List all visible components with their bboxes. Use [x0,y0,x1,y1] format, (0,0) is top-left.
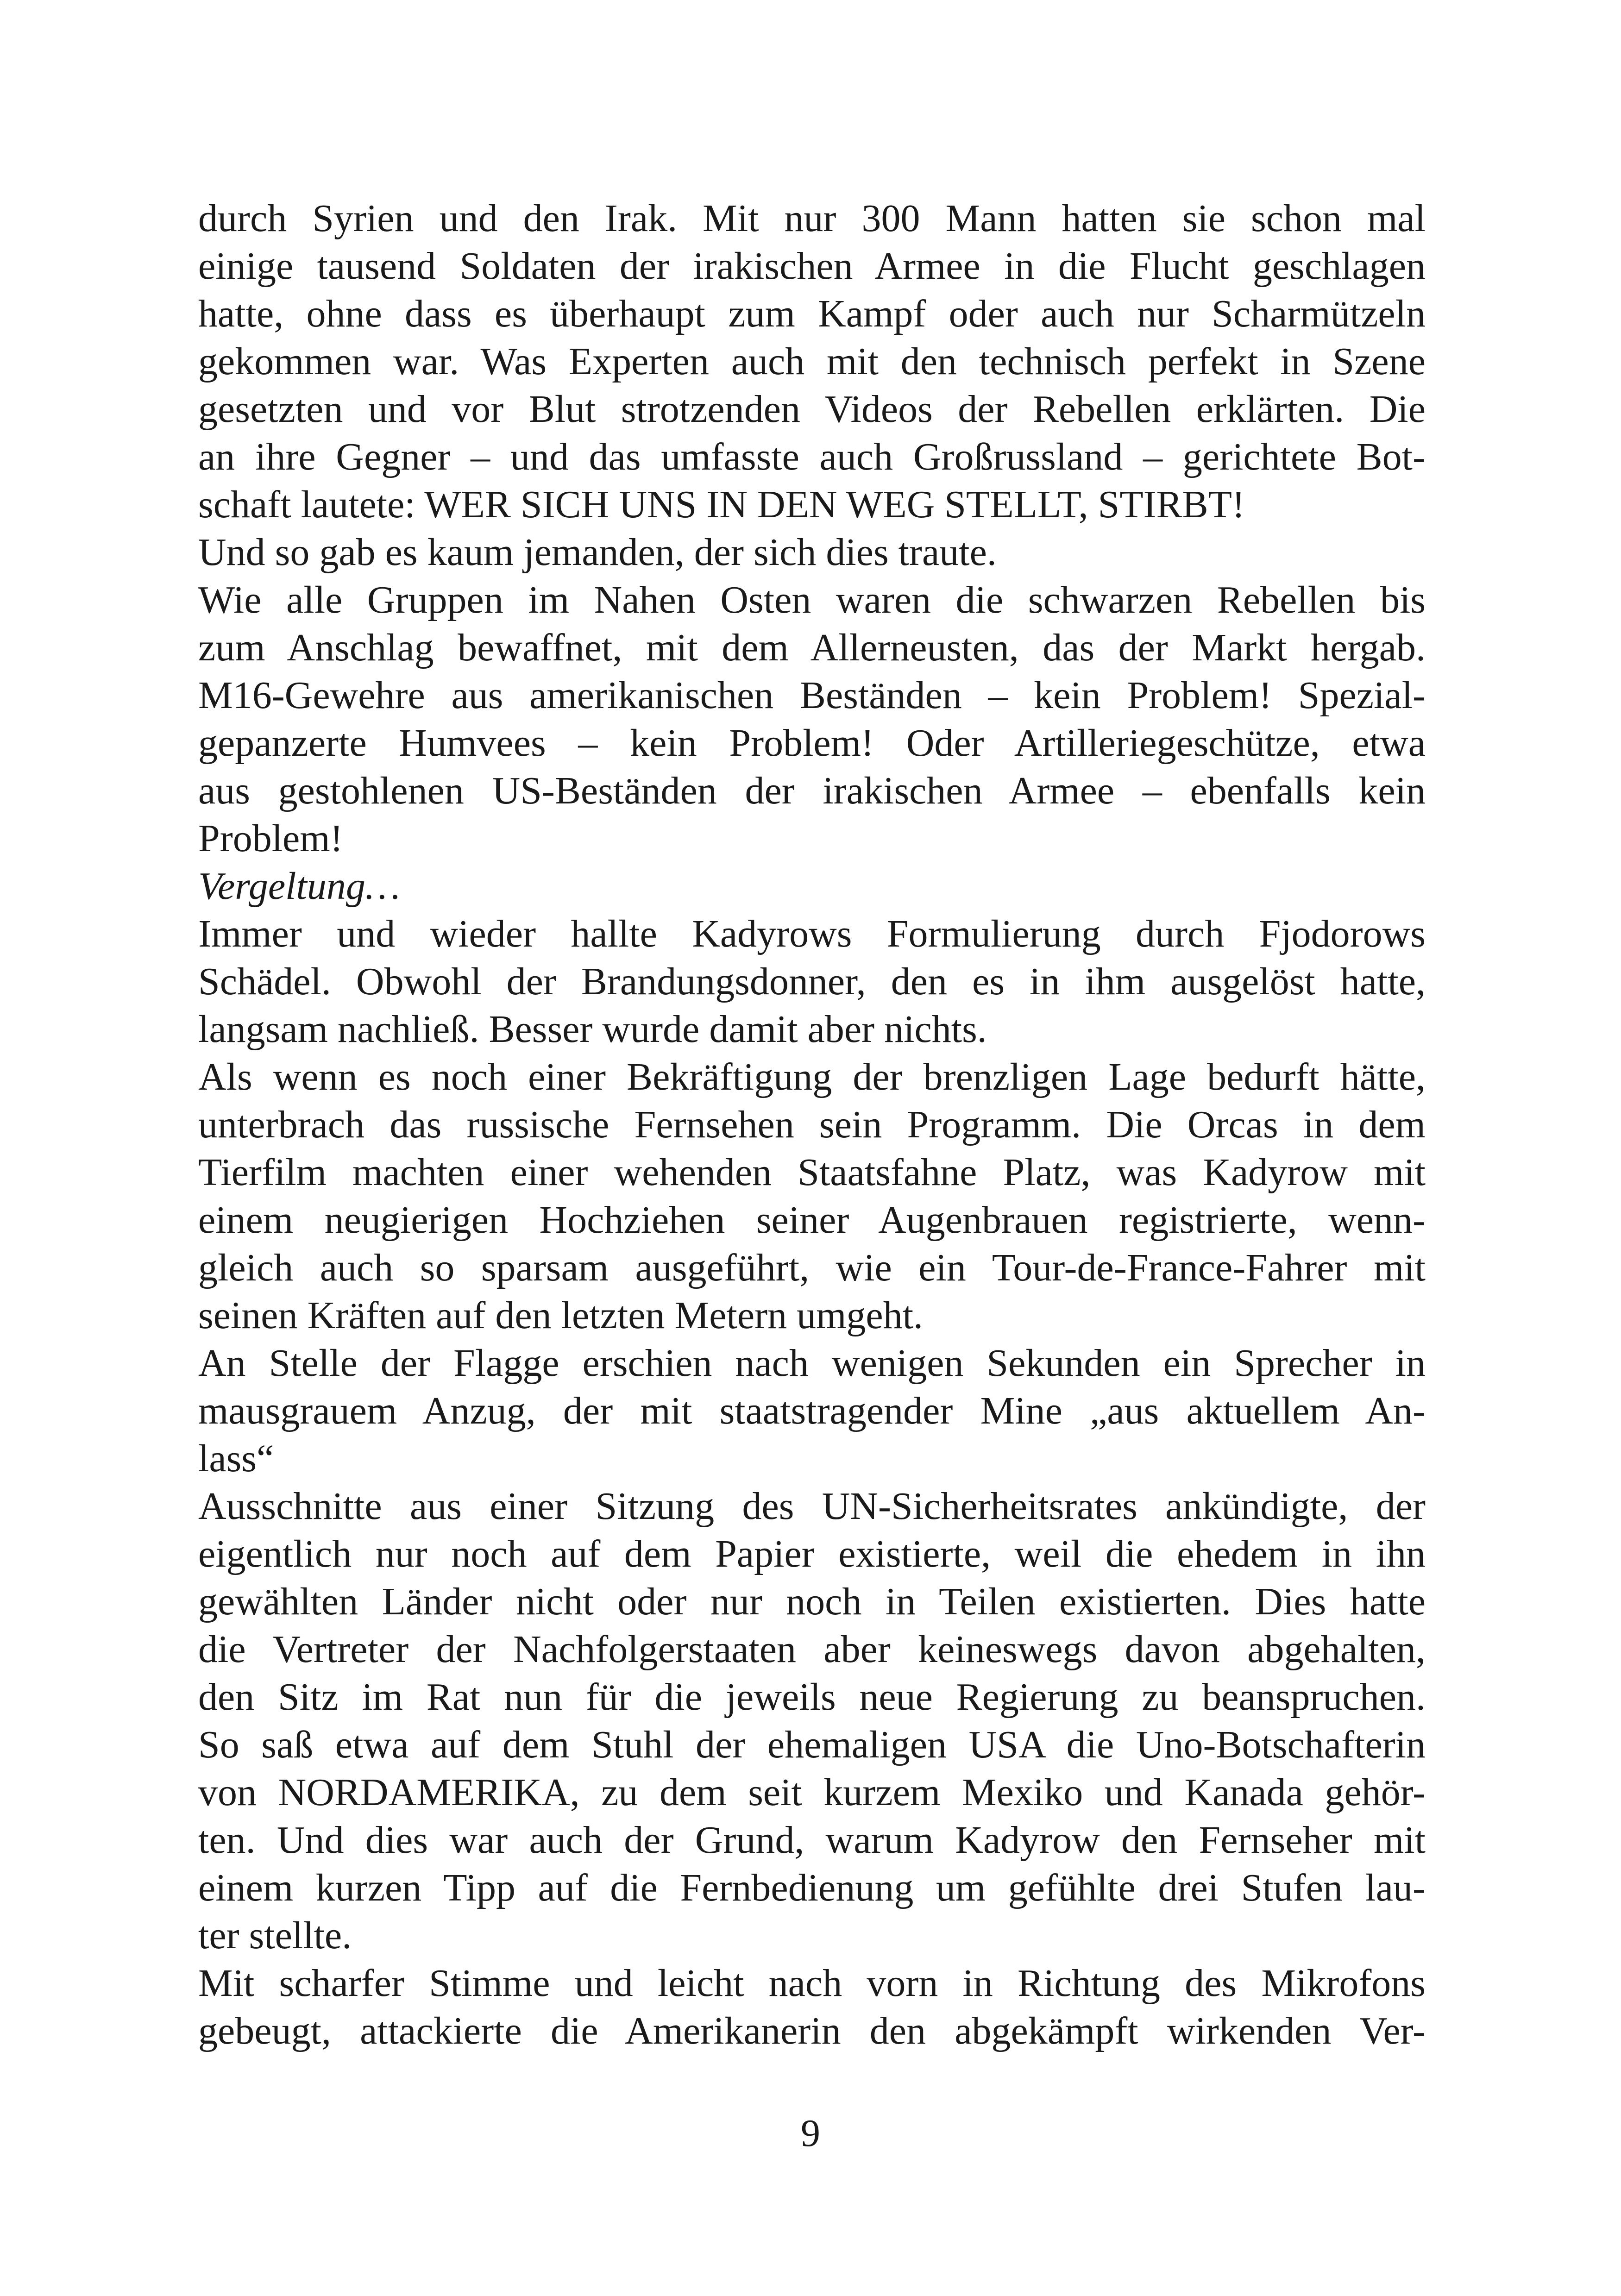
text-line: den Sitz im Rat nun für die jeweils neue Regierung zu beanspruchen. [198,1675,1426,1719]
text-line: Ausschnitte aus einer Sitzung des UN-Sicherheitsrates ankündigte, der [198,1485,1426,1528]
text-line: gleich auch so sparsam ausgeführt, wie ein Tour-de-France-Fahrer mit [198,1246,1426,1289]
text-line: gepanzerte Humvees – kein Problem! Oder Artilleriegeschütze, etwa [198,721,1426,765]
text-line: die Vertreter der Nachfolgerstaaten aber keineswegs davon abgehalten, [198,1628,1426,1671]
text-line: ten. Und dies war auch der Grund, warum Kadyrow den Fernseher mit [198,1819,1426,1862]
text-line: aus gestohlenen US-Beständen der irakischen Armee – ebenfalls kein [198,769,1426,812]
text-line: Mit scharfer Stimme und leicht nach vorn in Richtung des Mikrofons [198,1962,1426,2005]
text-line: Schädel. Obwohl der Brandungsdonner, den es in ihm ausgelöst hatte, [198,960,1426,1003]
text-line: Wie alle Gruppen im Nahen Osten waren die schwarzen Rebellen bis [198,578,1426,621]
text-line: lass“ [198,1437,274,1480]
text-line: gesetzten und vor Blut strotzenden Videos der Rebellen erklärten. Die [198,388,1426,431]
text-line: zum Anschlag bewaffnet, mit dem Allerneusten, das der Markt hergab. [198,626,1426,669]
text-line: mausgrauem Anzug, der mit staatstragender Mine „aus aktuellem An- [198,1389,1426,1432]
text-line: einige tausend Soldaten der irakischen Armee in die Flucht geschlagen [198,245,1426,288]
text-line: gewählten Länder nicht oder nur noch in Teilen existierten. Dies hatte [198,1580,1426,1623]
text-line: schaft lautete: WER SICH UNS IN DEN WEG STELLT, STIRBT! [198,483,1245,526]
text-line: An Stelle der Flagge erschien nach wenigen Sekunden ein Sprecher in [198,1342,1426,1385]
text-line: ter stellte. [198,1914,352,1957]
body-text [198,194,1426,2055]
text-line: seinen Kräften auf den letzten Metern umgeht. [198,1294,924,1337]
text-line: einem neugierigen Hochziehen seiner Augenbrauen registrierte, wenn- [198,1198,1426,1242]
text-line: Und so gab es kaum jemanden, der sich dies traute. [198,531,997,574]
text-line: von NORDAMERIKA, zu dem seit kurzem Mexiko und Kanada gehör- [198,1771,1426,1814]
text-line: Als wenn es noch einer Bekräftigung der brenzligen Lage bedurft hätte, [198,1055,1426,1098]
text-line: M16-Gewehre aus amerikanischen Beständen – kein Problem! Spezial- [198,674,1426,717]
text-line: unterbrach das russische Fernsehen sein Programm. Die Orcas in dem [198,1103,1426,1146]
text-line: Vergeltung… [198,865,400,908]
text-line: an ihre Gegner – und das umfasste auch Großrussland – gerichtete Bot- [198,435,1426,478]
text-line: Tierfilm machten einer wehenden Staatsfahne Platz, was Kadyrow mit [198,1151,1426,1194]
text-line: eigentlich nur noch auf dem Papier existierte, weil die ehedem in ihn [198,1532,1426,1575]
text-line: gekommen war. Was Experten auch mit den technisch perfekt in Szene [198,340,1426,383]
text-line: gebeugt, attackierte die Amerikanerin den abgekämpft wirkenden Ver- [198,2009,1426,2052]
page-number: 9 [801,2112,820,2155]
text-line: durch Syrien und den Irak. Mit nur 300 Mann hatten sie schon mal [198,197,1426,240]
text-line: So saß etwa auf dem Stuhl der ehemaligen USA die Uno-Botschafterin [198,1723,1426,1766]
text-line: hatte, ohne dass es überhaupt zum Kampf oder auch nur Scharmützeln [198,292,1426,335]
text-line: Immer und wieder hallte Kadyrows Formulierung durch Fjodorows [198,912,1426,955]
text-line: Problem! [198,817,343,860]
text-line: langsam nachließ. Besser wurde damit aber nichts. [198,1008,987,1051]
text-line: einem kurzen Tipp auf die Fernbedienung um gefühlte drei Stufen lau- [198,1866,1426,1909]
